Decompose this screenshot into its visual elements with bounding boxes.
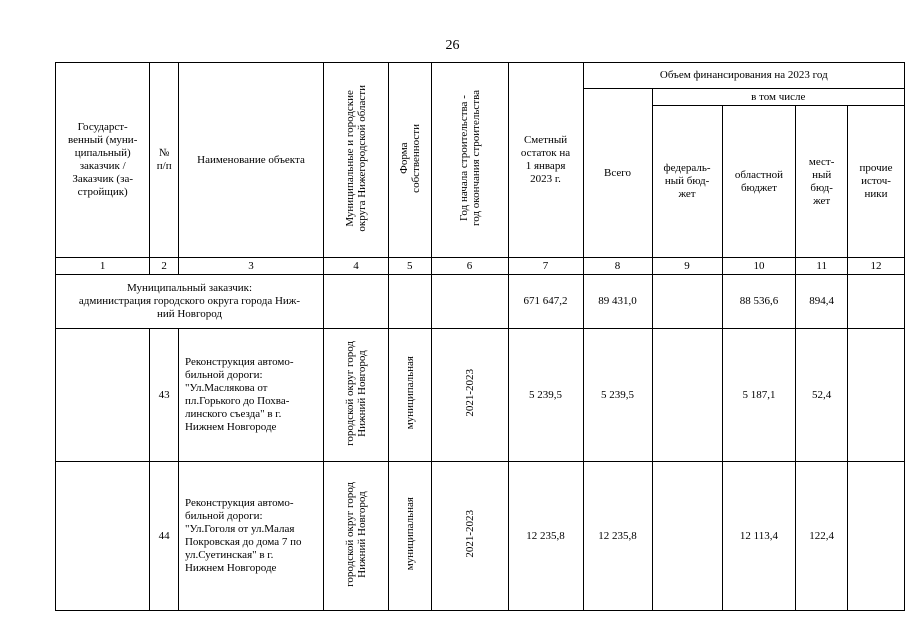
column-number: 11 [796, 258, 848, 275]
other-cell [848, 329, 905, 462]
column-number: 1 [56, 258, 150, 275]
header-federal: федераль- ный бюд- жет [652, 106, 722, 258]
row-number: 43 [150, 329, 179, 462]
district-cell: городской округ город Нижний Новгород [323, 462, 388, 611]
column-number: 7 [508, 258, 583, 275]
header-district: Муниципальные и городские округа Нижегородской области [323, 63, 388, 258]
column-number-row [56, 258, 905, 275]
municipal-balance: 671 647,2 [508, 275, 583, 329]
header-local: мест- ный бюд- жет [796, 106, 848, 258]
local-cell: 122,4 [796, 462, 848, 611]
column-number: 9 [652, 258, 722, 275]
header-financing: Объем финансирования на 2023 год [583, 63, 904, 89]
header-object-name: Наименование объекта [178, 63, 323, 258]
header-total: Всего [583, 89, 652, 258]
ownership-cell: муниципальная [388, 462, 431, 611]
regional-cell: 12 113,4 [722, 462, 796, 611]
municipal-other [848, 275, 905, 329]
header-ownership: Форма собственности [388, 63, 431, 258]
table-cell [56, 329, 150, 462]
ownership-cell: муниципальная [388, 329, 431, 462]
header-regional: областной бюджет [722, 106, 796, 258]
row-number: 44 [150, 462, 179, 611]
financing-table [55, 62, 905, 611]
header-other: прочие источ- ники [848, 106, 905, 258]
header-balance: Сметный остаток на 1 января 2023 г. [508, 63, 583, 258]
balance-cell: 5 239,5 [508, 329, 583, 462]
table-row [56, 462, 905, 611]
municipal-regional: 88 536,6 [722, 275, 796, 329]
header-row-1 [56, 63, 905, 89]
federal-cell [652, 462, 722, 611]
column-number: 5 [388, 258, 431, 275]
municipal-total: 89 431,0 [583, 275, 652, 329]
municipal-customer-row [56, 275, 905, 329]
table-cell [388, 275, 431, 329]
column-number: 4 [323, 258, 388, 275]
column-number: 6 [431, 258, 508, 275]
municipal-customer-label: Муниципальный заказчик: администрация городского округа города Ниж- ний Новгород [56, 275, 324, 329]
column-number: 3 [178, 258, 323, 275]
header-number: № п/п [150, 63, 179, 258]
column-number: 8 [583, 258, 652, 275]
table-cell [323, 275, 388, 329]
district-cell: городской округ город Нижний Новгород [323, 329, 388, 462]
object-name: Реконструкция автомо- бильной дороги: "Ул.Маслякова от пл.Горького до Похва- линского съезда" в г. Нижнем Новгороде [178, 329, 323, 462]
total-cell: 5 239,5 [583, 329, 652, 462]
balance-cell: 12 235,8 [508, 462, 583, 611]
regional-cell: 5 187,1 [722, 329, 796, 462]
municipal-federal [652, 275, 722, 329]
total-cell: 12 235,8 [583, 462, 652, 611]
municipal-local: 894,4 [796, 275, 848, 329]
column-number: 10 [722, 258, 796, 275]
local-cell: 52,4 [796, 329, 848, 462]
header-including: в том числе [652, 89, 904, 106]
page-number: 26 [445, 38, 460, 53]
header-customer: Государст- венный (муни- ципальный) заказчик / Заказчик (за- стройщик) [56, 63, 150, 258]
years-cell: 2021-2023 [431, 329, 508, 462]
table-cell [431, 275, 508, 329]
column-number: 2 [150, 258, 179, 275]
other-cell [848, 462, 905, 611]
header-years: Год начала строительства - год окончания строительства [431, 63, 508, 258]
table-cell [56, 462, 150, 611]
column-number: 12 [848, 258, 905, 275]
object-name: Реконструкция автомо- бильной дороги: "Ул.Гоголя от ул.Малая Покровская до дома 7 по ул.Суетинская" в г. Нижнем Новгороде [178, 462, 323, 611]
federal-cell [652, 329, 722, 462]
years-cell: 2021-2023 [431, 462, 508, 611]
table-row [56, 329, 905, 462]
